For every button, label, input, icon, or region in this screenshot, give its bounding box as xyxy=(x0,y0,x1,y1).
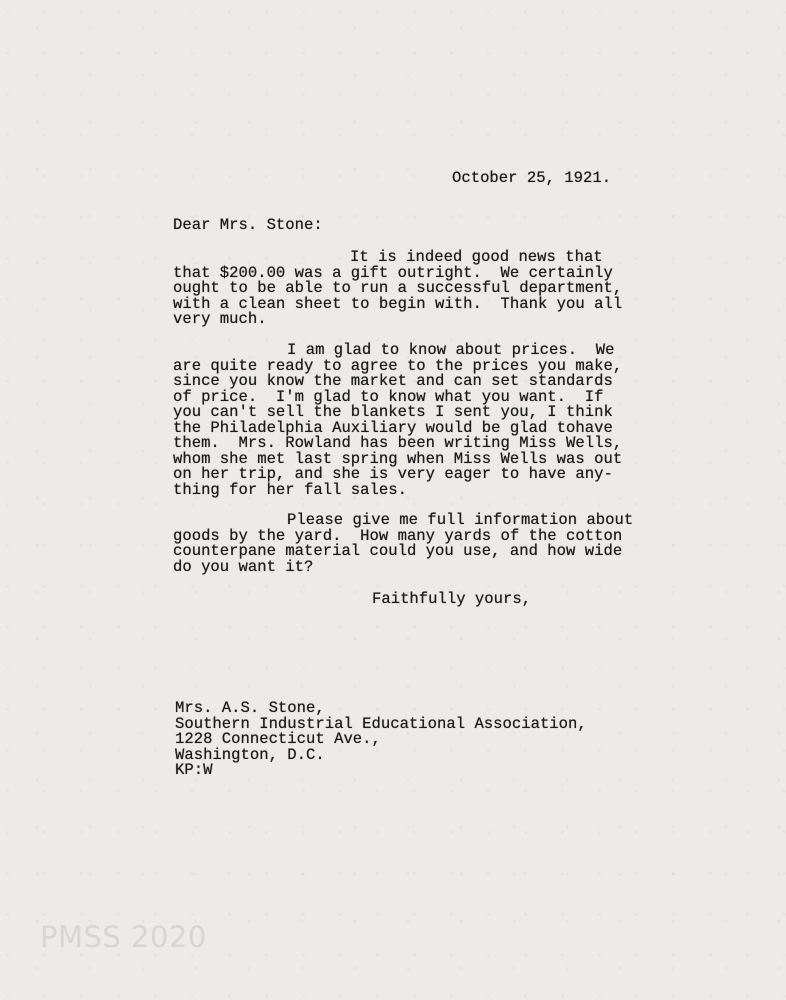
text-line: I am glad to know about prices. We xyxy=(287,341,615,359)
text-line: with a clean sheet to begin with. Thank you all xyxy=(173,294,623,313)
text-line: the Philadelphia Auxiliary would be glad tohave xyxy=(173,418,613,437)
text-line: that $200.00 was a gift outright. We certainly xyxy=(173,263,613,282)
recipient-address xyxy=(175,701,587,779)
text-line: very much. xyxy=(173,310,267,328)
closing: Faithfully yours, xyxy=(372,590,532,608)
paragraph-1 xyxy=(173,250,622,328)
watermark: PMSS 2020 xyxy=(40,920,207,954)
text-line: them. Mrs. Rowland has been writing Miss Wells, xyxy=(173,434,623,452)
letter-date: October 25, 1921. xyxy=(452,169,612,187)
address-line: Washington, D.C. xyxy=(175,745,325,764)
salutation: Dear Mrs. Stone: xyxy=(173,216,323,234)
text-line: Please give me full information about xyxy=(287,511,634,529)
text-line: on her trip, and she is very eager to have any- xyxy=(173,465,613,483)
text-line: counterpane material could you use, and how wide xyxy=(173,542,623,560)
text-line: thing for her fall sales. xyxy=(173,480,407,499)
text-line: do you want it? xyxy=(173,557,314,576)
text-line: goods by the yard. How many yards of the cotton xyxy=(173,526,623,545)
paragraph-3 xyxy=(173,513,633,575)
reference-initials: KP:W xyxy=(175,761,213,779)
address-line: Mrs. A.S. Stone, xyxy=(175,699,325,717)
paragraph-2 xyxy=(173,343,622,498)
text-line: ought to be able to run a successful department, xyxy=(173,279,623,297)
address-line: 1228 Connecticut Ave., xyxy=(175,730,381,748)
text-line: you can't sell the blankets I sent you, I think xyxy=(173,403,613,421)
text-line: of price. I'm glad to know what you want. If xyxy=(173,387,604,406)
address-line: Southern Industrial Educational Association, xyxy=(175,714,587,733)
text-line: are quite ready to agree to the prices you make, xyxy=(173,356,623,375)
text-line: since you know the market and can set standards xyxy=(173,372,613,390)
text-line: whom she met last spring when Miss Wells was out xyxy=(173,449,623,468)
text-line: It is indeed good news that xyxy=(350,248,603,266)
